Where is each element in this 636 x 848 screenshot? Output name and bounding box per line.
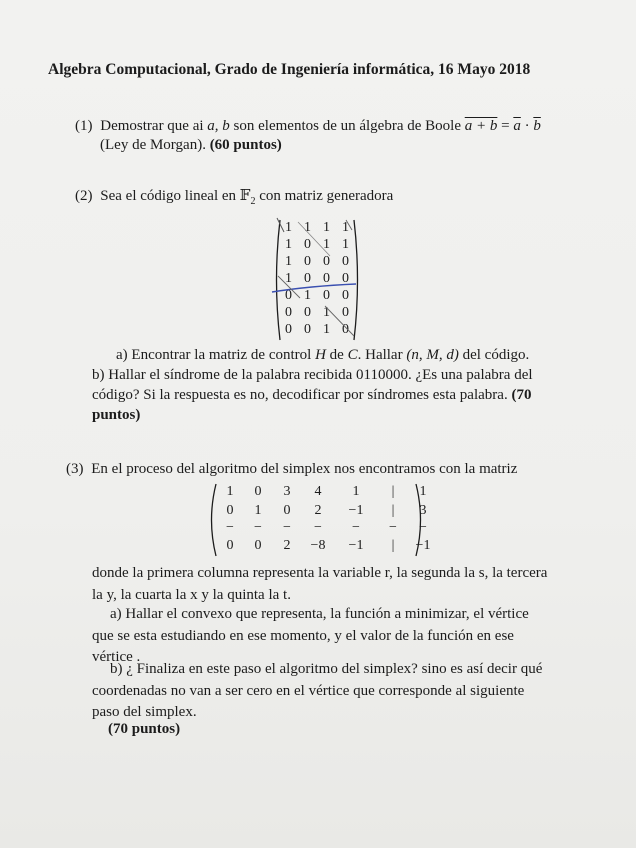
question-2-text: Sea el código lineal en — [100, 188, 240, 204]
simplex-cell: − — [226, 520, 234, 535]
matrix-cell: 1 — [323, 236, 330, 252]
matrix-cell: 0 — [304, 304, 311, 320]
para1-line1: donde la primera columna representa la variable r, la segunda la s, la tercera — [92, 565, 548, 581]
part-a-de: de — [325, 347, 348, 363]
formula-eq: = — [497, 118, 514, 134]
simplex-cell: −8 — [310, 537, 326, 553]
simplex-cell: 0 — [254, 483, 262, 499]
question-2-points-cont: puntos) — [92, 407, 141, 423]
simplex-cell: 3 — [283, 483, 291, 499]
simplex-cell: | — [391, 483, 395, 499]
simplex-cell: −1 — [348, 537, 364, 553]
matrix-cell: 1 — [342, 236, 349, 252]
matrix-cell: 1 — [323, 321, 330, 337]
simplex-cell: 0 — [226, 537, 234, 553]
para3-line2: coordenadas no van a ser cero en el vértice que corresponde al siguiente — [92, 682, 525, 699]
simplex-cell: 2 — [314, 502, 322, 518]
field-symbol: 𝔽 — [239, 188, 251, 204]
part-a-text: a) Encontrar la matriz de control — [116, 347, 316, 363]
simplex-cell: −1 — [415, 537, 431, 553]
para2-line1: a) Hallar el convexo que representa, la función a minimizar, el vértice — [110, 606, 529, 622]
matrix-cell: 1 — [323, 304, 330, 320]
matrix-cell: 1 — [304, 287, 311, 303]
matrix-cell: 0 — [304, 270, 311, 286]
para2-line3: vértice . — [92, 649, 141, 665]
simplex-cell: 3 — [419, 502, 427, 518]
part-a-params: (n, M, d) — [406, 347, 459, 363]
question-2-number: (2) — [75, 188, 93, 204]
question-2-intro — [75, 185, 393, 213]
simplex-cell: 1 — [352, 483, 360, 499]
matrix-cell: 1 — [285, 253, 292, 269]
matrix-cell: 0 — [342, 287, 349, 303]
matrix-cell: 0 — [304, 236, 311, 252]
part-b-text: código? Si la respuesta es no, decodificar por síndromes esta palabra. — [92, 387, 512, 403]
para3-line1: b) ¿ Finaliza en este paso el algoritmo del simplex? sino es así decir qué — [110, 661, 543, 677]
simplex-cell: − — [352, 520, 360, 535]
part-b-points: (70 — [511, 387, 532, 403]
question-3-paragraph-1 — [92, 563, 547, 606]
formula-lhs: a + b — [464, 118, 498, 134]
part-a-C: C — [347, 347, 358, 363]
matrix-cell: 0 — [323, 253, 330, 269]
formula-dot: · — [520, 118, 534, 134]
question-3-paragraph-3 — [92, 659, 542, 724]
matrix-cell: 1 — [285, 219, 292, 235]
matrix-cell: 1 — [285, 236, 292, 252]
simplex-cell: − — [314, 520, 322, 535]
question-3-text: En el proceso del algoritmo del simplex nos encontramos con la matriz — [91, 461, 518, 477]
question-1-law: (Ley de Morgan). — [100, 137, 210, 153]
pen-annotations — [270, 216, 370, 346]
simplex-row — [216, 501, 438, 520]
part-a-hallar: . Hallar — [357, 347, 407, 363]
exam-title: Algebra Computacional, Grado de Ingeniería informática, 16 Mayo 2018 — [48, 61, 531, 78]
formula-a: $\overline{a}$ — [513, 118, 521, 134]
simplex-cell: − — [419, 520, 427, 535]
question-1-vars: a, b — [207, 118, 230, 134]
question-1-text: Demostrar que ai — [100, 118, 208, 134]
matrix-cell: 0 — [304, 253, 311, 269]
matrix-cell: 1 — [304, 219, 311, 235]
matrix-cell: 0 — [304, 321, 311, 337]
simplex-cell: 1 — [419, 483, 427, 499]
question-2-part-b-line-2 — [92, 384, 531, 406]
matrix-cell: 1 — [285, 270, 292, 286]
simplex-matrix — [216, 482, 438, 555]
matrix-cell: 0 — [285, 321, 292, 337]
matrix-cell: 0 — [342, 253, 349, 269]
para3-line3: paso del simplex. — [92, 704, 197, 720]
matrix-cell: 0 — [285, 287, 292, 303]
simplex-row — [216, 520, 438, 536]
simplex-row — [216, 482, 438, 501]
simplex-cell: 2 — [283, 537, 291, 553]
part-a-end: del código. — [458, 347, 530, 363]
para1-line2: la y, la cuarta la x y la quinta la t. — [92, 586, 291, 603]
field-subscript: 2 — [250, 196, 256, 207]
simplex-cell: 0 — [226, 502, 234, 518]
question-1-number: (1) — [75, 118, 93, 134]
formula-b: $\overline{b}$ — [533, 118, 541, 134]
simplex-cell: 0 — [254, 537, 262, 553]
part-a-H: H — [315, 347, 326, 363]
matrix-cell: 1 — [342, 219, 349, 235]
simplex-cell: 4 — [314, 483, 322, 499]
simplex-cell: − — [254, 520, 262, 535]
matrix-cell: 0 — [342, 270, 349, 286]
matrix-cell: 0 — [342, 321, 349, 337]
para2-line2: que se esta estudiando en ese momento, y el valor de la función en ese — [92, 627, 514, 644]
question-1-points: (60 puntos) — [209, 137, 282, 153]
matrix-cell: 0 — [323, 287, 330, 303]
simplex-row — [216, 536, 438, 555]
matrix-cell: 0 — [342, 304, 349, 320]
simplex-cell: − — [389, 520, 397, 535]
question-1-rest: son elementos de un álgebra de Boole — [229, 118, 465, 134]
matrix-cell: 0 — [323, 270, 330, 286]
simplex-cell: 1 — [254, 502, 262, 518]
question-2-rest: con matriz generadora — [255, 188, 394, 204]
simplex-cell: | — [391, 502, 395, 518]
question-2-part-b-line-1: b) Hallar el síndrome de la palabra recibida 0110000. ¿Es una palabra del — [92, 367, 533, 383]
simplex-cell: | — [391, 537, 395, 553]
question-1-line-2 — [100, 134, 282, 156]
question-3-points: (70 puntos) — [108, 721, 181, 737]
simplex-cell: −1 — [348, 502, 364, 518]
question-3-number: (3) — [66, 461, 84, 477]
question-3-intro — [66, 458, 517, 480]
simplex-cell: − — [283, 520, 291, 535]
simplex-cell: 1 — [226, 483, 234, 499]
matrix-cell: 0 — [285, 304, 292, 320]
simplex-cell: 0 — [283, 502, 291, 518]
question-2-part-a — [116, 344, 529, 366]
matrix-cell: 1 — [323, 219, 330, 235]
